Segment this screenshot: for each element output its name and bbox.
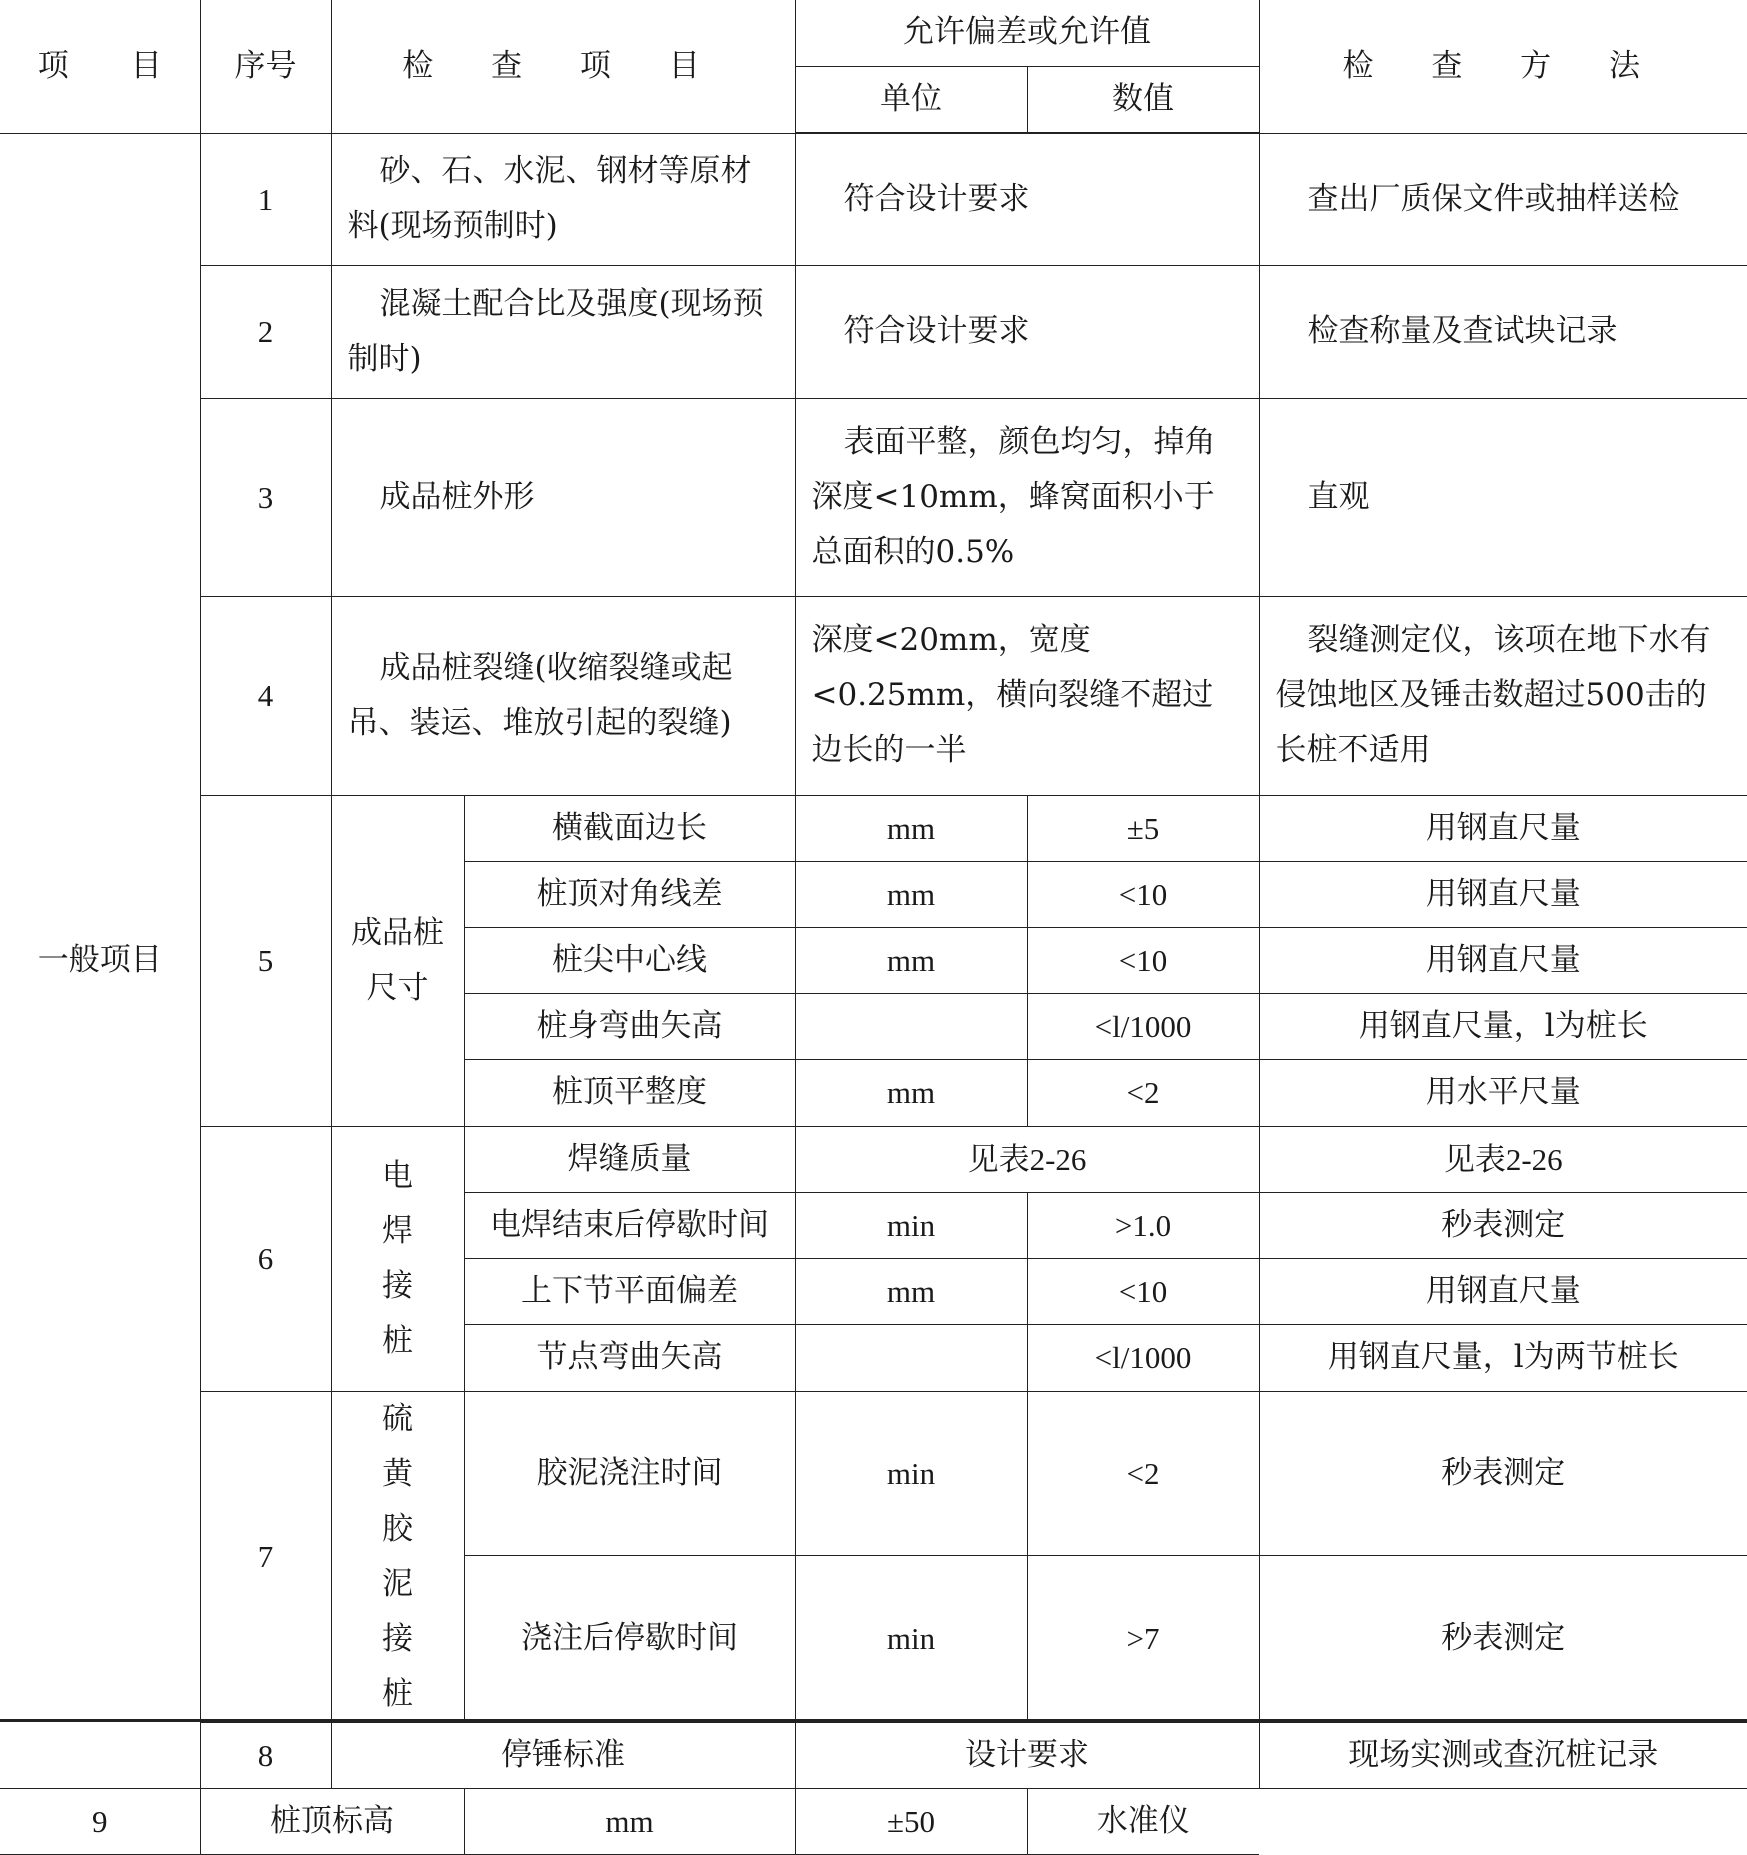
check-item-cell: 成品桩外形 bbox=[331, 398, 795, 596]
table-row bbox=[0, 398, 1747, 596]
method-cell: 秒表测定 bbox=[1259, 1192, 1747, 1258]
table-row bbox=[0, 596, 1747, 795]
tolerance-cell: 深度<20mm，宽度<0.25mm，横向裂缝不超过边长的一半 bbox=[795, 596, 1259, 795]
seq-cell: 9 bbox=[0, 1788, 200, 1854]
method-cell: 见表2-26 bbox=[1259, 1126, 1747, 1192]
check-item-cell: 桩顶平整度 bbox=[464, 1059, 795, 1126]
method-cell: 秒表测定 bbox=[1259, 1391, 1747, 1556]
header-tolerance: 允许偏差或允许值 bbox=[795, 0, 1259, 66]
check-item-cell: 混凝土配合比及强度(现场预制时) bbox=[331, 265, 795, 398]
value-cell: <2 bbox=[1027, 1059, 1259, 1126]
value-cell: <l/1000 bbox=[1027, 1324, 1259, 1391]
header-method: 检 查 方 法 bbox=[1259, 0, 1747, 133]
unit-cell: min bbox=[795, 1391, 1027, 1556]
value-cell: <10 bbox=[1027, 861, 1259, 927]
method-cell: 用钢直尺量 bbox=[1259, 795, 1747, 861]
check-item-cell: 横截面边长 bbox=[464, 795, 795, 861]
value-cell: >7 bbox=[1027, 1556, 1259, 1722]
header-item: 项 目 bbox=[0, 0, 200, 133]
method-cell: 查出厂质保文件或抽样送检 bbox=[1259, 133, 1747, 265]
table-row bbox=[0, 133, 1747, 265]
table-row bbox=[0, 1722, 1747, 1788]
unit-cell: mm bbox=[795, 861, 1027, 927]
seq-cell: 7 bbox=[200, 1391, 331, 1722]
seq-cell: 5 bbox=[200, 795, 331, 1126]
table-row bbox=[0, 1126, 1747, 1192]
table-row bbox=[0, 265, 1747, 398]
method-cell: 现场实测或查沉桩记录 bbox=[1259, 1722, 1747, 1788]
check-item-cell: 胶泥浇注时间 bbox=[464, 1391, 795, 1556]
header-check-item: 检 查 项 目 bbox=[331, 0, 795, 133]
header-unit: 单位 bbox=[795, 66, 1027, 133]
seq-cell: 3 bbox=[200, 398, 331, 596]
seq-cell: 6 bbox=[200, 1126, 331, 1391]
unit-cell bbox=[795, 993, 1027, 1059]
unit-cell: min bbox=[795, 1192, 1027, 1258]
value-cell: <l/1000 bbox=[1027, 993, 1259, 1059]
check-item-cell: 桩身弯曲矢高 bbox=[464, 993, 795, 1059]
table-row bbox=[0, 1391, 1747, 1556]
tolerance-cell: 设计要求 bbox=[795, 1722, 1259, 1788]
table-row bbox=[0, 1788, 1747, 1854]
value-cell: <2 bbox=[1027, 1391, 1259, 1556]
method-cell: 秒表测定 bbox=[1259, 1556, 1747, 1722]
group-cell: 电焊接桩 bbox=[331, 1126, 464, 1391]
unit-cell: mm bbox=[795, 927, 1027, 993]
group-cell: 硫黄胶泥接桩 bbox=[331, 1391, 464, 1722]
method-cell: 用水平尺量 bbox=[1259, 1059, 1747, 1126]
group-cell: 成品桩尺寸 bbox=[331, 795, 464, 1126]
method-cell: 用钢直尺量 bbox=[1259, 861, 1747, 927]
method-cell: 用钢直尺量，l为两节桩长 bbox=[1259, 1324, 1747, 1391]
category-cell: 一般项目 bbox=[0, 133, 200, 1788]
unit-cell: mm bbox=[795, 795, 1027, 861]
tolerance-cell: 表面平整，颜色均匀，掉角深度<10mm，蜂窝面积小于总面积的0.5% bbox=[795, 398, 1259, 596]
table-bottom-rule bbox=[0, 1719, 1747, 1722]
unit-cell: mm bbox=[464, 1788, 795, 1854]
unit-cell: mm bbox=[795, 1258, 1027, 1324]
method-cell: 用钢直尺量，l为桩长 bbox=[1259, 993, 1747, 1059]
check-item-cell: 焊缝质量 bbox=[464, 1126, 795, 1192]
check-item-cell: 浇注后停歇时间 bbox=[464, 1556, 795, 1722]
value-cell: ±50 bbox=[795, 1788, 1027, 1854]
check-item-cell: 成品桩裂缝(收缩裂缝或起吊、装运、堆放引起的裂缝) bbox=[331, 596, 795, 795]
check-item-cell: 砂、石、水泥、钢材等原材料(现场预制时) bbox=[331, 133, 795, 265]
check-item-cell: 桩顶标高 bbox=[200, 1788, 464, 1854]
check-item-cell: 桩顶对角线差 bbox=[464, 861, 795, 927]
method-cell: 用钢直尺量 bbox=[1259, 1258, 1747, 1324]
value-cell: <10 bbox=[1027, 1258, 1259, 1324]
seq-cell: 2 bbox=[200, 265, 331, 398]
check-item-cell: 停锤标准 bbox=[331, 1722, 795, 1788]
method-cell: 检查称量及查试块记录 bbox=[1259, 265, 1747, 398]
value-cell: ±5 bbox=[1027, 795, 1259, 861]
header-value: 数值 bbox=[1027, 66, 1259, 133]
check-item-cell: 桩尖中心线 bbox=[464, 927, 795, 993]
value-cell: <10 bbox=[1027, 927, 1259, 993]
unit-cell bbox=[795, 1324, 1027, 1391]
check-item-cell: 节点弯曲矢高 bbox=[464, 1324, 795, 1391]
value-cell: >1.0 bbox=[1027, 1192, 1259, 1258]
method-cell: 裂缝测定仪，该项在地下水有侵蚀地区及锤击数超过500击的长桩不适用 bbox=[1259, 596, 1747, 795]
method-cell: 用钢直尺量 bbox=[1259, 927, 1747, 993]
tolerance-cell: 见表2-26 bbox=[795, 1126, 1259, 1192]
check-item-cell: 上下节平面偏差 bbox=[464, 1258, 795, 1324]
unit-cell: min bbox=[795, 1556, 1027, 1722]
check-item-cell: 电焊结束后停歇时间 bbox=[464, 1192, 795, 1258]
tolerance-cell: 符合设计要求 bbox=[795, 133, 1259, 265]
method-cell: 水准仪 bbox=[1027, 1788, 1259, 1854]
seq-cell: 4 bbox=[200, 596, 331, 795]
unit-cell: mm bbox=[795, 1059, 1027, 1126]
table-row bbox=[0, 795, 1747, 861]
tolerance-cell: 符合设计要求 bbox=[795, 265, 1259, 398]
seq-cell: 1 bbox=[200, 133, 331, 265]
seq-cell: 8 bbox=[200, 1722, 331, 1788]
method-cell: 直观 bbox=[1259, 398, 1747, 596]
header-seq: 序号 bbox=[200, 0, 331, 133]
